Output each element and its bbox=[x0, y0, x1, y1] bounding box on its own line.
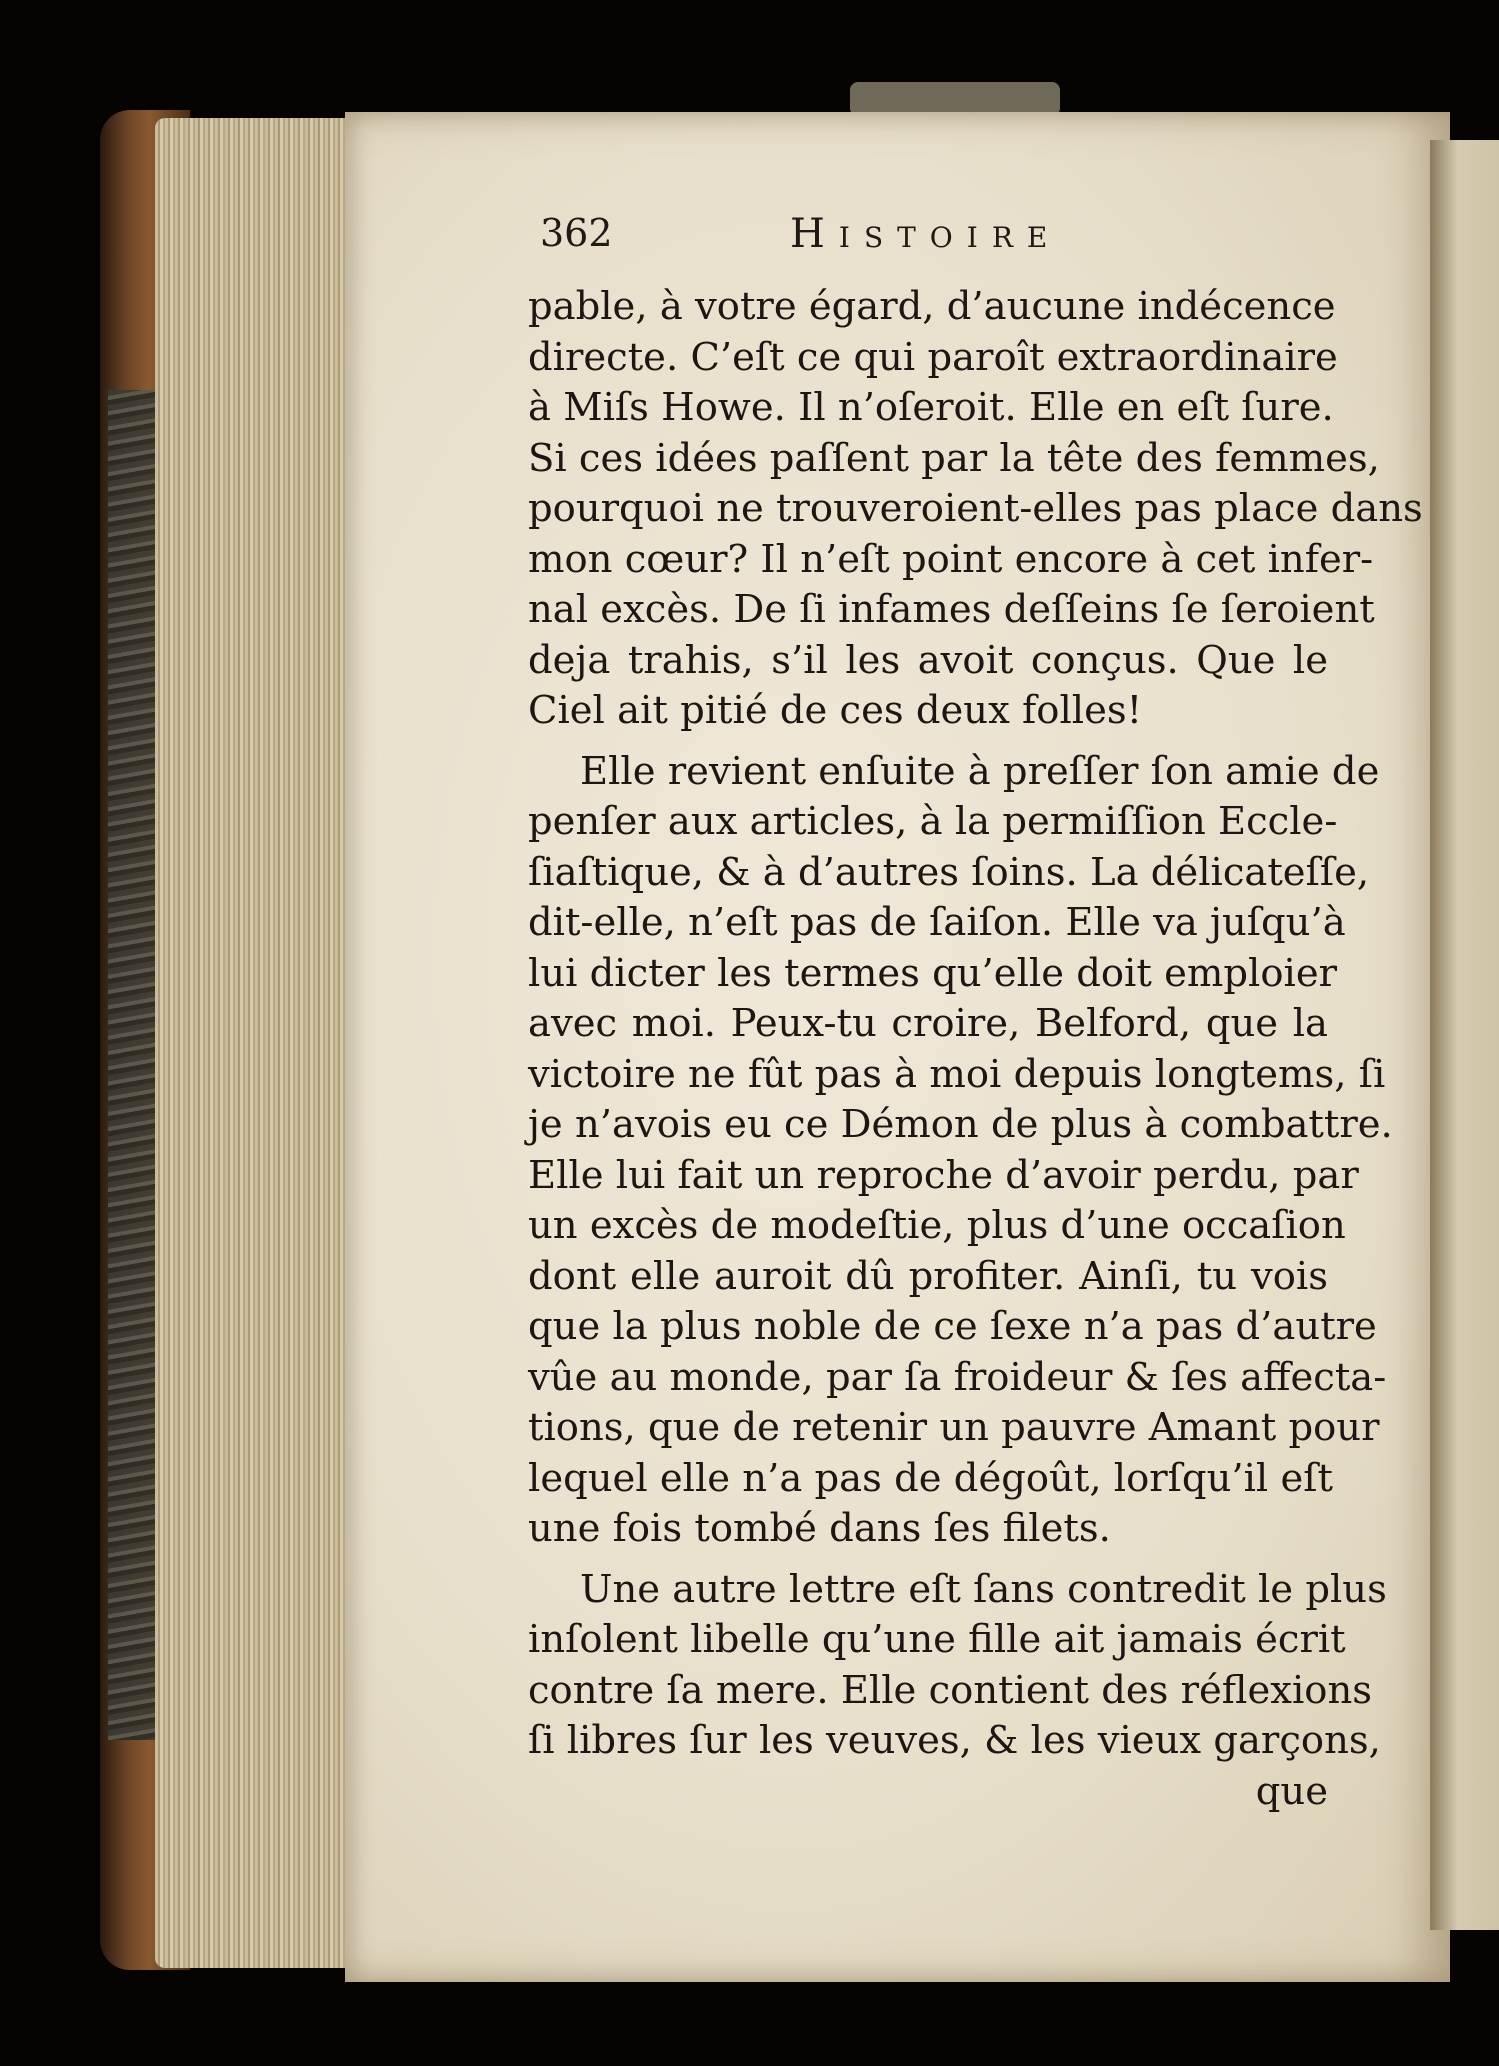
page-stack-edges bbox=[155, 118, 345, 1968]
text-line: avec moi. Peux-tu croire, Belford, que la bbox=[528, 1001, 1328, 1046]
text-line: ſi libres ſur les veuves, & les vieux garçons, bbox=[528, 1718, 1381, 1763]
text-line: un excès de modeſtie, plus d’une occaſion bbox=[528, 1203, 1346, 1248]
paragraph-gap bbox=[528, 1555, 1328, 1565]
text-line: que la plus noble de ce ſexe n’a pas d’autre bbox=[528, 1304, 1377, 1349]
text-line: Elle lui fait un reproche d’avoir perdu, par bbox=[528, 1152, 1359, 1198]
text-line: dit-elle, n’eſt pas de ſaiſon. Elle va juſqu’à bbox=[528, 900, 1346, 945]
text-line: ſiaſtique, & à d’autres ſoins. La délicateſſe, bbox=[528, 849, 1370, 895]
text-line: nal excès. De ſi infames deſſeins ſe ſeroient bbox=[528, 587, 1375, 632]
body-text bbox=[528, 282, 1423, 1817]
text-line: Ciel ait pitié de ces deux folles! bbox=[528, 688, 1143, 733]
text-line: je n’avois eu ce Démon de plus à combattre. bbox=[528, 1102, 1393, 1147]
page-number: 362 bbox=[540, 211, 613, 255]
text-line: Si ces idées paſſent par la tête des femmes, bbox=[528, 435, 1380, 481]
text-line: directe. C’eſt ce qui paroît extraordinaire bbox=[528, 334, 1338, 380]
paragraph-gap bbox=[528, 737, 1328, 747]
text-line: Elle revient enſuite à preſſer ſon amie de bbox=[580, 748, 1380, 794]
text-line: lequel elle n’a pas de dégoût, lorſqu’il eſt bbox=[528, 1455, 1333, 1501]
text-line: lui dicter les termes qu’elle doit emploier bbox=[528, 950, 1338, 996]
text-line: penſer aux articles, à la permiſſion Eccle- bbox=[528, 799, 1338, 844]
text-line: tions, que de retenir un pauvre Amant pour bbox=[528, 1405, 1380, 1450]
binding-ribbon bbox=[850, 82, 1060, 116]
text-line: inſolent libelle qu’une fille ait jamais écrit bbox=[528, 1617, 1346, 1662]
text-line: pable, à votre égard, d’aucune indécence bbox=[528, 284, 1336, 329]
text-line: Une autre lettre eſt ſans contredit le plus bbox=[580, 1566, 1387, 1612]
facing-page-edge bbox=[1430, 140, 1499, 1930]
text-line: deja trahis, s’il les avoit conçus. Que le bbox=[528, 637, 1328, 683]
catchword: que bbox=[1255, 1768, 1328, 1814]
text-line: vûe au monde, par ſa froideur & ſes affecta- bbox=[528, 1354, 1387, 1400]
text-line: à Miſs Howe. Il n’oſeroit. Elle en eſt ſure. bbox=[528, 385, 1334, 430]
text-line: contre ſa mere. Elle contient des réflexions bbox=[528, 1667, 1373, 1713]
page-header bbox=[540, 205, 1340, 265]
running-title: Histoire bbox=[790, 211, 1062, 257]
text-line: victoire ne fût pas à moi depuis longtems, ſi bbox=[528, 1051, 1386, 1097]
text-line: une fois tombé dans ſes filets. bbox=[528, 1506, 1111, 1551]
text-line: mon cœur? Il n’eſt point encore à cet infer- bbox=[528, 536, 1374, 582]
text-line: dont elle auroit dû profiter. Ainſi, tu vois bbox=[528, 1253, 1328, 1299]
text-line: pourquoi ne trouveroient-elles pas place dans bbox=[528, 486, 1423, 531]
